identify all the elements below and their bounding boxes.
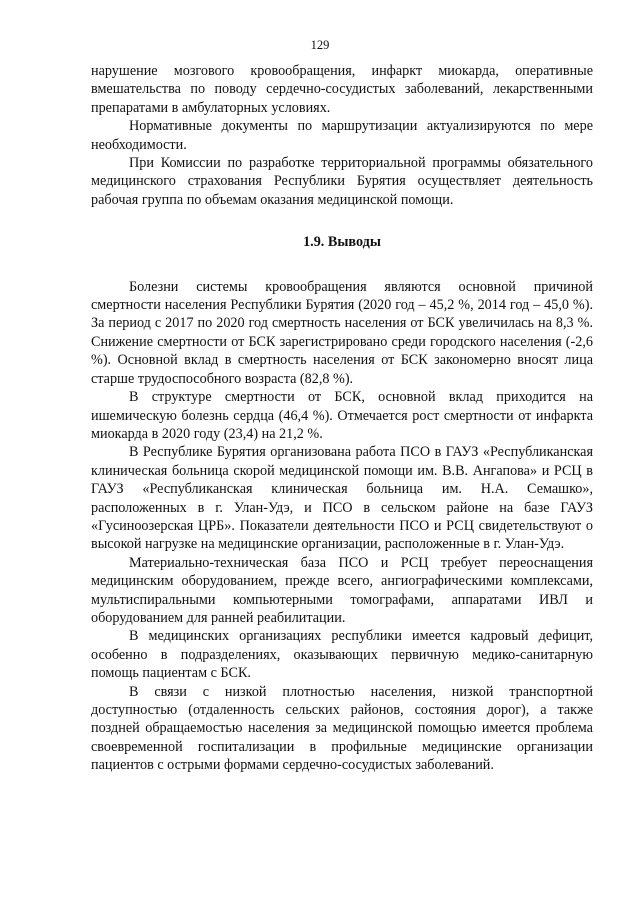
paragraph: В структуре смертности от БСК, основной вклад приходится на ишемическую болезнь сердца (46,4 %). Отмечается рост смертности от инфаркта миокарда в 2020 году (23,4) на 21,2 %. (91, 389, 593, 442)
section-heading: 1.9. Выводы (303, 234, 381, 251)
paragraph: Материально-техническая база ПСО и РСЦ требует переоснащения медицинским оборудованием, прежде всего, ангиографическими комплексами, мультиспиральными компьютерными томографами, аппаратами ИВЛ и оборудованием для ранней реабилитации. (91, 554, 593, 626)
paragraph: В медицинских организациях республики имеется кадровый дефицит, особенно в подразделениях, оказывающих первичную медико-санитарную помощь пациентам с БСК. (91, 628, 593, 682)
paragraph: При Комиссии по разработке территориальной программы обязательного медицинского страхования Республики Бурятия осуществляет деятельность рабочая группа по объемам оказания медицинской помощи. (91, 155, 593, 208)
paragraph: Нормативные документы по маршрутизации актуализируются по мере необходимости. (91, 118, 593, 153)
paragraph: В связи с низкой плотностью населения, низкой транспортной доступностью (отдаленность сельских районов, состояния дорог), а также поздней обращаемостью населения за медицинской помощью имеется проблема своевременной госпитализации в профильные медицинские организации пациентов с острыми формами сердечно-сосудистых заболеваний. (91, 683, 593, 774)
page-number: 129 (310, 38, 330, 52)
paragraph: Болезни системы кровообращения являются основной причиной смертности населения Республики Бурятия (2020 год – 45,2 %, 2014 год – 45,0 %). За период с 2017 по 2020 год смертность населения от БСК увеличилась на 8,3 %. Снижение смертности от БСК зарегистрировано среди городского населения (-2,6 %). Основной вклад в смертность населения от БСК закономерно вносят лица старше трудоспособного возраста (82,8 %). (91, 278, 593, 387)
document-body (91, 62, 593, 775)
paragraph: В Республике Бурятия организована работа ПСО в ГАУЗ «Республиканская клиническая больница скорой медицинской помощи им. В.В. Ангапова» и РСЦ в ГАУЗ «Республиканская клиническая больница им. Н.А. Семашко», расположенных в г. Улан-Удэ, и ПСО в сельском районе на базе ГАУЗ «Гусиноозерская ЦРБ». Показатели деятельности ПСО и РСЦ свидетельствуют о высокой нагрузке на медицинские организации, расположенные в г. Улан-Удэ. (91, 444, 593, 553)
paragraph-continuation: нарушение мозгового кровообращения, инфаркт миокарда, оперативные вмешательства по поводу сердечно-сосудистых заболеваний, лекарственными препаратами в амбулаторных условиях. (91, 63, 593, 116)
